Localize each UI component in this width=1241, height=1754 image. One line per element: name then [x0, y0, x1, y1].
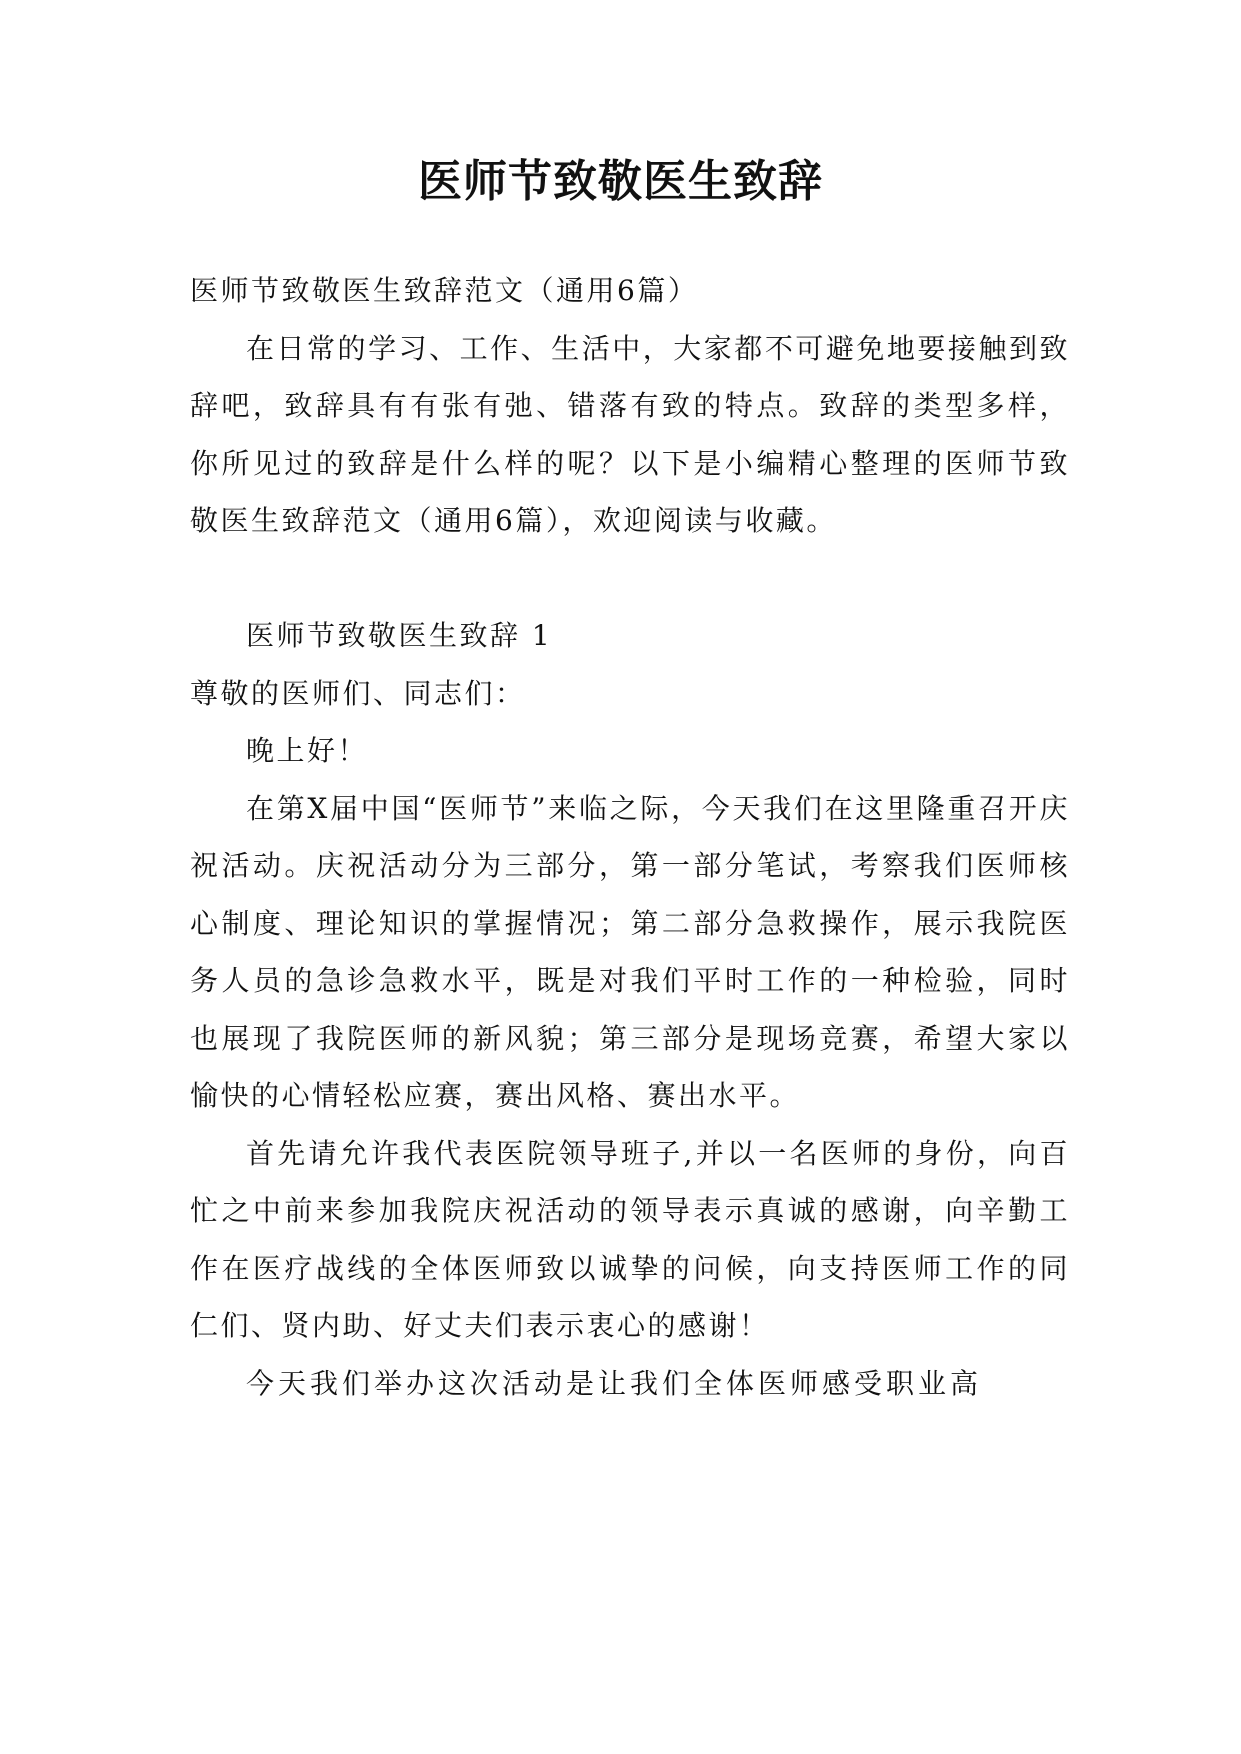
body-paragraph-1: 在第X届中国“医师节”来临之际，今天我们在这里隆重召开庆祝活动。庆祝活动分为三部分，第一部分笔试，考察我们医师核心制度、理论知识的掌握情况；第二部分急救操作，展示我院医务人员的急诊急救水平，既是对我们平时工作的一种检验，同时也展现了我院医师的新风貌；第三部分是现场竞赛，希望大家以愉快的心情轻松应赛，赛出风格、赛出水平。	[190, 791, 1070, 1112]
body-paragraph-3: 今天我们举办这次活动是让我们全体医师感受职业高	[246, 1366, 983, 1400]
intro-paragraph: 在日常的学习、工作、生活中，大家都不可避免地要接触到致辞吧，致辞具有有张有弛、错落有致的特点。致辞的类型多样，你所见过的致辞是什么样的呢？以下是小编精心整理的医师节致敬医生致辞范文（通用6篇），欢迎阅读与收藏。	[190, 331, 1070, 537]
greeting-line: 晚上好！	[246, 734, 369, 767]
paragraph-spacer	[190, 550, 1070, 608]
subtitle-line: 医师节致敬医生致辞范文（通用6篇）	[190, 274, 699, 307]
section-heading: 医师节致敬医生致辞 1	[246, 619, 553, 652]
salutation-line: 尊敬的医师们、同志们：	[190, 676, 526, 710]
document-title: 医师节致敬医生致辞	[418, 156, 823, 207]
body-paragraph-2: 首先请允许我代表医院领导班子,并以一名医师的身份，向百忙之中前来参加我院庆祝活动的领导表示真诚的感谢，向辛勤工作在医疗战线的全体医师致以诚挚的问候，向支持医师工作的同仁们、贤内助、好丈夫们表示衷心的感谢！	[190, 1136, 1070, 1342]
document-body	[190, 262, 1070, 1412]
